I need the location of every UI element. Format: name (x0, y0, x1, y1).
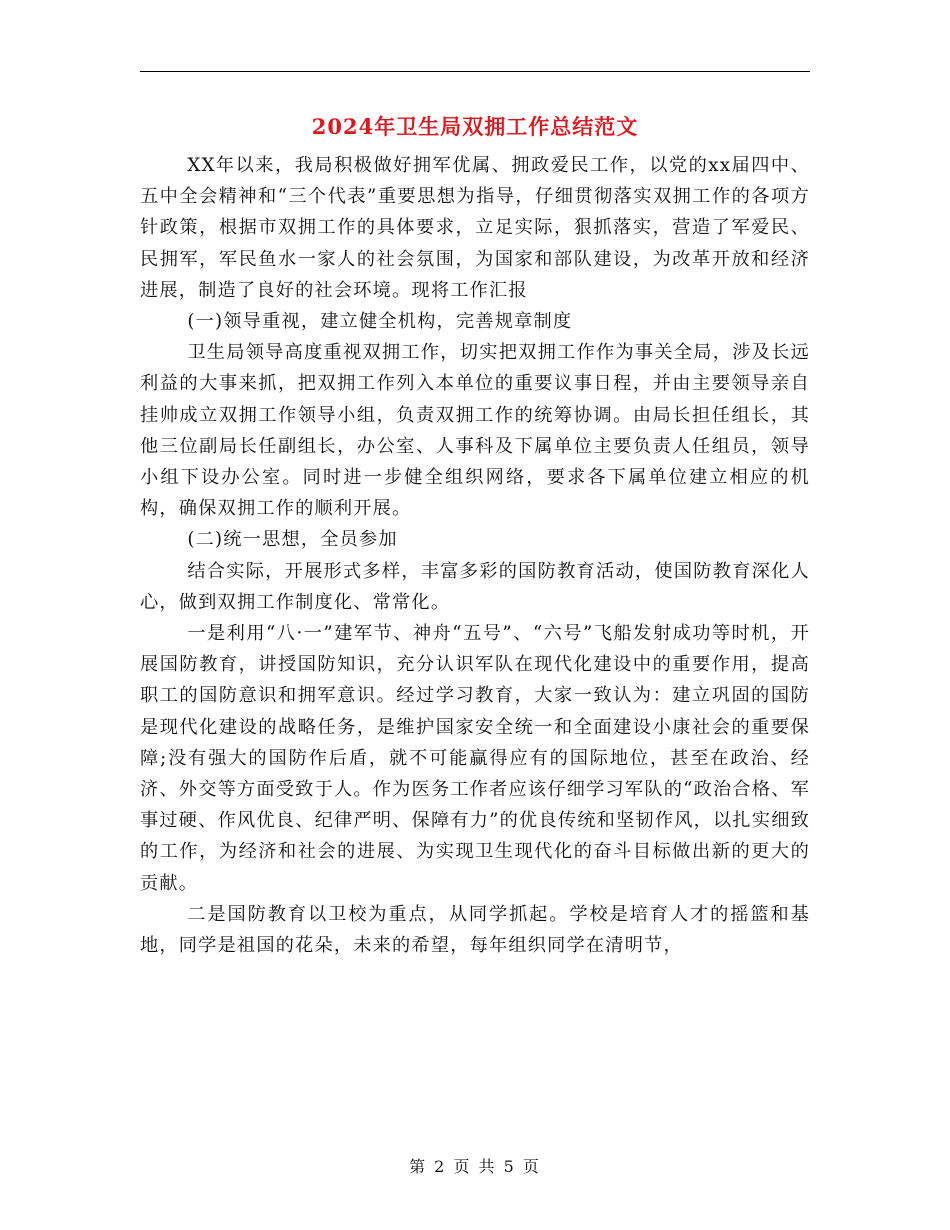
paragraph-point-1: 一是利用“八·一”建军节、神舟“五号”、“六号”飞船发射成功等时机，开展国防教育，讲授国防知识，充分认识军队在现代化建设中的重要作用，提高职工的国防意识和拥军意识。经过学习教育，大家一致认为：建立巩固的国防是现代化建设的战略任务，是维护国家安全统一和全面建设小康社会的重要保障;没有强大的国防作后盾，就不可能赢得应有的国际地位，甚至在政治、经济、外交等方面受致于人。作为医务工作者应该仔细学习军队的“政治合格、军事过硬、作风优良、纪律严明、保障有力”的优良传统和坚韧作风，以扎实细致的工作，为经济和社会的进展、为实现卫生现代化的奋斗目标做出新的更大的贡献。 (140, 623, 810, 894)
header-rule (140, 71, 810, 72)
paragraph-intro: XX年以来，我局积极做好拥军优属、拥政爱民工作，以党的xx届四中、五中全会精神和“三个代表”重要思想为指导，仔细贯彻落实双拥工作的各项方针政策，根据市双拥工作的具体要求，立足实际，狠抓落实，营造了军爱民、民拥军，军民鱼水一家人的社会氛围，为国家和部队建设，为改革开放和经济进展，制造了良好的社会环境。现将工作汇报 (140, 155, 810, 301)
paragraph-point-2: 二是国防教育以卫校为重点，从同学抓起。学校是培育人才的摇篮和基地，同学是祖国的花朵，未来的希望，每年组织同学在清明节， (140, 903, 810, 957)
document-title: 2024年卫生局双拥工作总结范文 (311, 114, 639, 139)
page-number-footer: 第 2 页 共 5 页 (409, 1157, 541, 1176)
paragraph-section-1: 卫生局领导高度重视双拥工作，切实把双拥工作作为事关全局，涉及长远利益的大事来抓，把双拥工作列入本单位的重要议事日程，并由主要领导亲自挂帅成立双拥工作领导小组，负责双拥工作的统筹协调。由局长担任组长，其他三位副局长任副组长，办公室、人事科及下属单位主要负责人任组员，领导小组下设办公室。同时进一步健全组织网络，要求各下属单位建立相应的机构，确保双拥工作的顺利开展。 (140, 342, 810, 520)
paragraph-section-2: 结合实际，开展形式多样，丰富多彩的国防教育活动，使国防教育深化人心，做到双拥工作制度化、常常化。 (140, 560, 810, 613)
section-heading-1: (一)领导重视，建立健全机构，完善规章制度 (187, 311, 573, 333)
section-heading-2: (二)统一思想，全员参加 (187, 529, 398, 551)
document-body (140, 150, 810, 961)
